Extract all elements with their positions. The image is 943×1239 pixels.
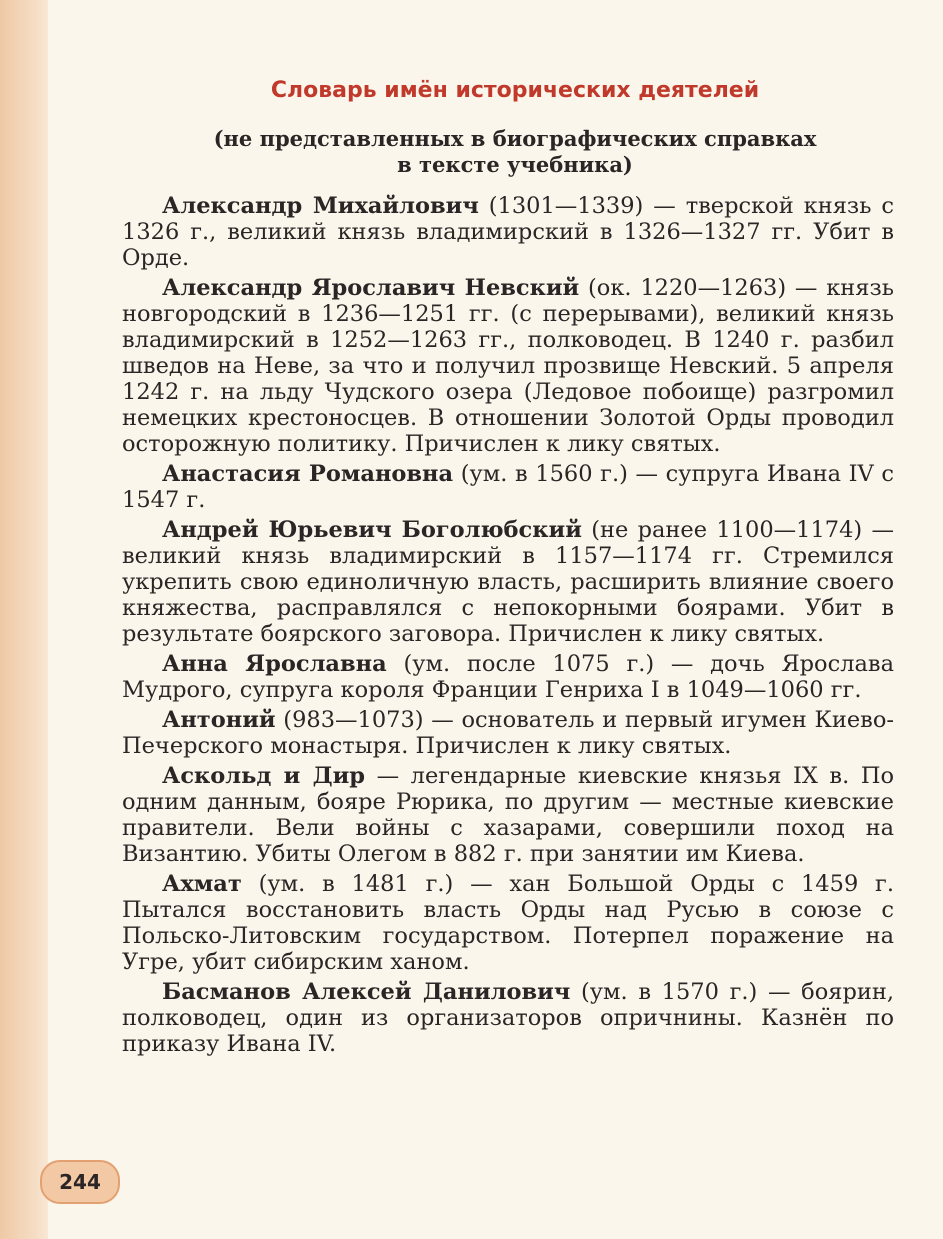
entry-text: (983—1073) — основатель и первый игумен Киево-Печерского монастыря. Причислен к лику святых. <box>122 707 894 759</box>
page-number: 244 <box>59 1170 101 1194</box>
entry-text: (ок. 1220—1263) — князь новгородский в 1236—1251 гг. (с перерывами), великий князь владимирский в 1252—1263 гг., полководец. В 1240 г. разбил шведов на Неве, за что и получил прозвище Невский. 5 апреля 1242 г. на льду Чудского озера (Ледовое побоище) разгромил немецких крестоносцев. В отношении Золотой Орды проводил осторожную политику. Причислен к лику святых. <box>122 275 894 457</box>
dictionary-entries <box>122 193 894 1061</box>
entry-name: Анастасия Романовна <box>162 461 454 487</box>
dictionary-entry <box>122 275 894 457</box>
dictionary-entry <box>122 871 894 975</box>
dictionary-entry <box>122 193 894 271</box>
entry-name: Антоний <box>162 707 276 733</box>
dictionary-entry <box>122 461 894 513</box>
entry-text: (1301—1339) — тверской князь с 1326 г., великий князь владимирский в 1326—1327 гг. Убит в Орде. <box>122 193 894 271</box>
entry-name: Басманов Алексей Данилович <box>162 979 571 1005</box>
subtitle-line-2: в тексте учебника) <box>397 152 633 177</box>
subtitle-line-1: (не представленных в биографических справках <box>213 126 817 151</box>
entry-name: Анна Ярославна <box>162 651 387 677</box>
entry-text: (ум. в 1560 г.) — супруга Ивана IV с 1547 г. <box>122 461 894 513</box>
entry-name: Александр Михайлович <box>162 193 479 219</box>
dictionary-entry <box>122 517 894 647</box>
entry-name: Аскольд и Дир <box>162 763 366 789</box>
entry-name: Ахмат <box>162 871 242 897</box>
dictionary-entry <box>122 651 894 703</box>
page-subtitle <box>120 126 910 178</box>
entry-text: (не ранее 1100—1174) — великий князь владимирский в 1157—1174 гг. Стремился укрепить свою единоличную власть, расширить влияние своего княжества, расправлялся с непокорными боярами. Убит в результате боярского заговора. Причислен к лику святых. <box>122 517 894 647</box>
entry-text: (ум. в 1570 г.) — боярин, полководец, один из организаторов опричнины. Казнён по приказу Ивана IV. <box>122 979 894 1057</box>
entry-name: Андрей Юрьевич Боголюбский <box>162 517 582 543</box>
page-number-badge <box>40 1160 120 1204</box>
entry-name: Александр Ярославич Невский <box>162 275 580 301</box>
dictionary-entry <box>122 763 894 867</box>
entry-text: (ум. после 1075 г.) — дочь Ярослава Мудрого, супруга короля Франции Генриха I в 1049—1060 гг. <box>122 651 894 703</box>
entry-text: (ум. в 1481 г.) — хан Большой Орды с 1459 г. Пытался восстановить власть Орды над Русью в союзе с Польско-Литовским государством. Потерпел поражение на Угре, убит сибирским ханом. <box>122 871 894 975</box>
entry-text: — легендарные киевские князья IX в. По одним данным, бояре Рюрика, по другим — местные киевские правители. Вели войны с хазарами, совершили поход на Византию. Убиты Олегом в 882 г. при занятии им Киева. <box>122 763 894 867</box>
dictionary-entry <box>122 707 894 759</box>
page-margin-strip <box>0 0 48 1239</box>
dictionary-entry <box>122 979 894 1057</box>
page-title: Словарь имён исторических деятелей <box>270 78 760 103</box>
